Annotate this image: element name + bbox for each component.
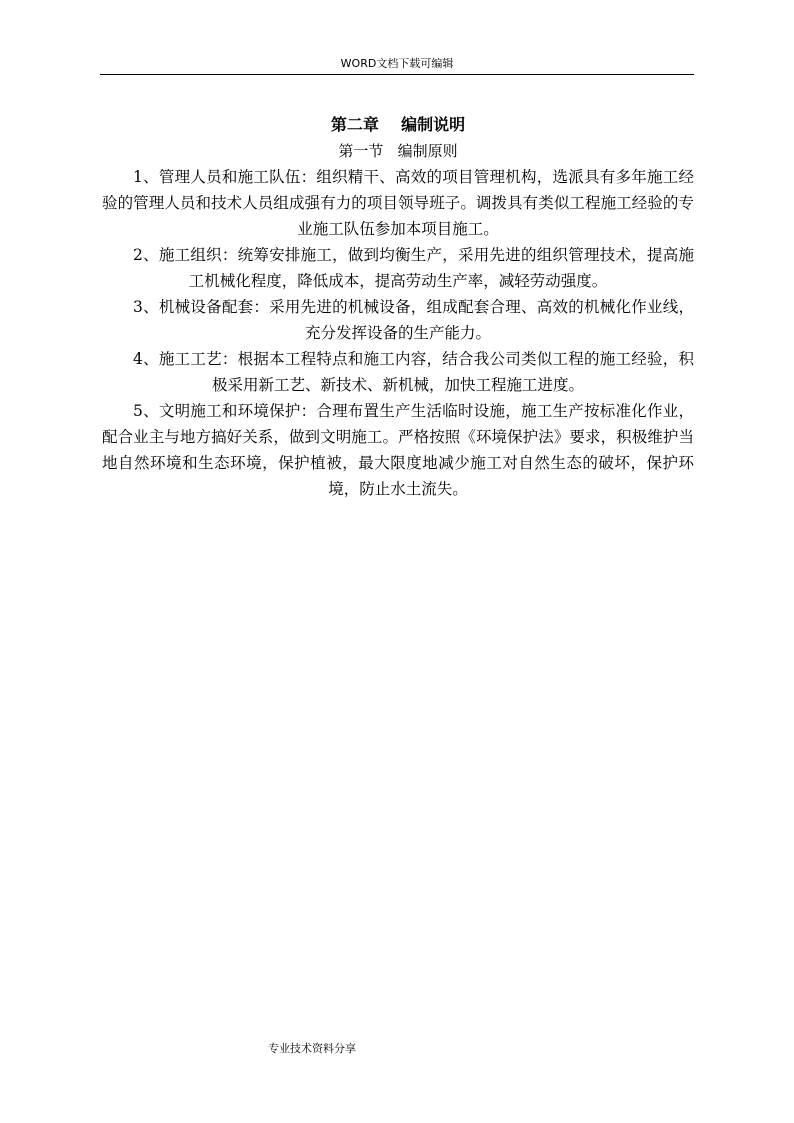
footer-text: 专业技术资料分享 [268, 1042, 356, 1055]
document-body [102, 112, 694, 502]
page-footer [268, 1041, 356, 1057]
section-title: 第一节 编制原则 [338, 142, 458, 160]
chapter-title: 第二章 编制说明 [330, 115, 466, 134]
header-text: WORD文档下载可编辑 [340, 57, 454, 70]
paragraph-personnel: 1、管理人员和施工队伍：组织精干、高效的项目管理机构，选派具有多年施工经验的管理人员和技术人员组成强有力的项目领导班子。调拨具有类似工程施工经验的专业施工队伍参加本项目施工。 [102, 168, 694, 238]
paragraph-equipment: 3、机械设备配套：采用先进的机械设备，组成配套合理、高效的机械化作业线，充分发挥设备的生产能力。 [133, 298, 694, 342]
paragraph-process: 4、施工工艺：根据本工程特点和施工内容，结合我公司类似工程的施工经验，积极采用新工艺、新技术、新机械，加快工程施工进度。 [133, 350, 694, 394]
paragraph-environment: 5、文明施工和环境保护：合理布置生产生活临时设施，施工生产按标准化作业，配合业主与地方搞好关系，做到文明施工。严格按照《环境保护法》要求，积极维护当地自然环境和生态环境，保护植被，最大限度地减少施工对自然生态的破坏，保护环境，防止水土流失。 [102, 402, 694, 498]
paragraph-organization: 2、施工组织：统筹安排施工，做到均衡生产，采用先进的组织管理技术，提高施工机械化程度，降低成本，提高劳动生产率，减轻劳动强度。 [133, 246, 694, 290]
page-header [100, 56, 694, 75]
